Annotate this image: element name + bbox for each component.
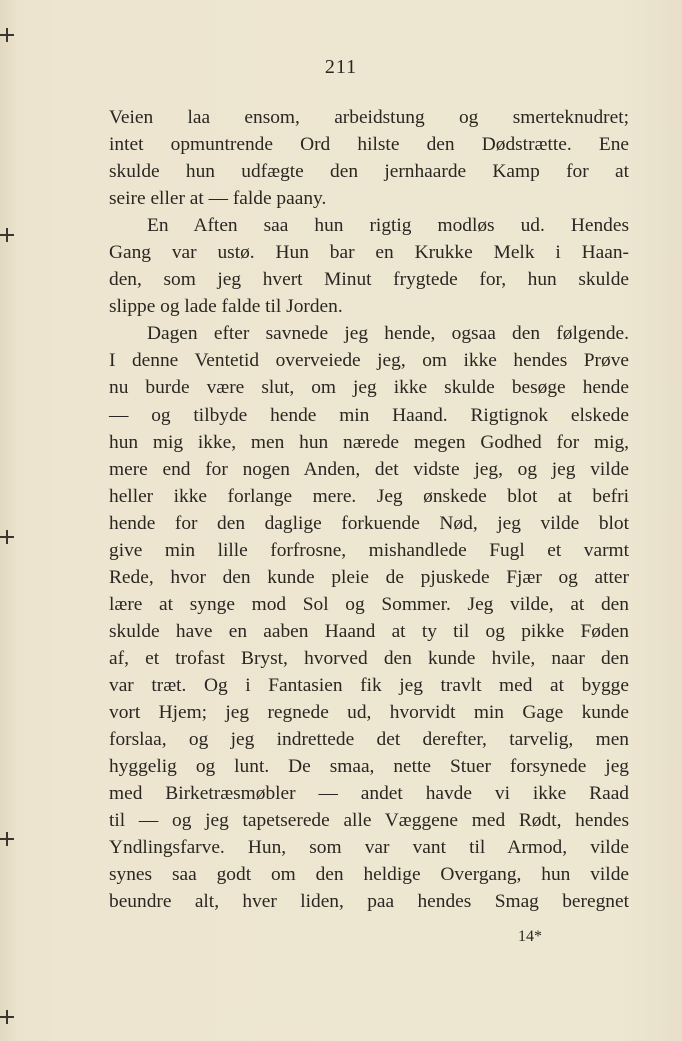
text-line: den, som jeg hvert Minut frygtede for, hun skulde — [109, 269, 629, 291]
signature-mark: 14* — [518, 928, 542, 945]
text-line: Veien laa ensom, arbeidstung og smerteknudret; — [109, 107, 629, 128]
text-line: hun mig ikke, men hun nærede megen Godhed for mig, — [109, 431, 629, 453]
crop-mark-upper — [0, 234, 14, 236]
text-line: Rede, hvor den kunde pleie de pjuskede Fjær og atter — [109, 566, 629, 588]
crop-mark-middle — [0, 536, 14, 538]
text-line: var træt. Og i Fantasien fik jeg travlt med at bygge — [109, 674, 629, 696]
text-line: synes saa godt om den heldige Overgang, hun vilde — [109, 864, 629, 886]
crop-mark-lower — [0, 838, 14, 840]
text-line: med Birketræsmøbler — andet havde vi ikke Raad — [109, 783, 629, 805]
text-line: forslaa, og jeg indrettede det derefter, tarvelig, men — [109, 729, 629, 751]
body-text — [109, 104, 629, 915]
text-line: af, et trofast Bryst, hvorved den kunde hvile, naar den — [109, 647, 629, 669]
text-line: skulde have en aaben Haand at ty til og pikke Føden — [109, 620, 629, 642]
text-line: Yndlingsfarve. Hun, som var vant til Armod, vilde — [109, 837, 629, 859]
text-line: til — og jeg tapetserede alle Væggene med Rødt, hendes — [109, 810, 629, 832]
crop-mark-top — [0, 34, 14, 36]
text-line: hende for den daglige forkuende Nød, jeg vilde blot — [109, 512, 629, 534]
text-line: nu burde være slut, om jeg ikke skulde besøge hende — [109, 377, 629, 399]
text-line: I denne Ventetid overveiede jeg, om ikke hendes Prøve — [109, 350, 629, 372]
crop-mark-bottom — [0, 1016, 14, 1018]
text-line: hyggelig og lunt. De smaa, nette Stuer forsynede jeg — [109, 756, 629, 778]
text-line: intet opmuntrende Ord hilste den Dødstrætte. Ene — [109, 134, 629, 156]
text-line: slippe og lade falde til Jorden. — [109, 296, 343, 318]
page-number: 211 — [324, 56, 358, 78]
text-line: beundre alt, hver liden, paa hendes Smag beregnet — [109, 891, 629, 913]
text-line: vort Hjem; jeg regnede ud, hvorvidt min Gage kunde — [109, 702, 629, 724]
text-line: — og tilbyde hende min Haand. Rigtignok elskede — [109, 404, 629, 426]
text-line: lære at synge mod Sol og Sommer. Jeg vilde, at den — [109, 593, 629, 615]
text-line: Dagen efter savnede jeg hende, ogsaa den følgende. — [147, 323, 629, 345]
text-line: seire eller at — falde paany. — [109, 188, 327, 210]
text-line: skulde hun udfægte den jernhaarde Kamp for at — [109, 161, 629, 183]
text-line: give min lille forfrosne, mishandlede Fugl et varmt — [109, 539, 629, 561]
text-line: mere end for nogen Anden, det vidste jeg, og jeg vilde — [109, 458, 629, 480]
text-line: heller ikke forlange mere. Jeg ønskede blot at befri — [109, 485, 629, 507]
text-line: Gang var ustø. Hun bar en Krukke Melk i Haan- — [109, 242, 629, 264]
text-line: En Aften saa hun rigtig modløs ud. Hendes — [147, 215, 629, 237]
